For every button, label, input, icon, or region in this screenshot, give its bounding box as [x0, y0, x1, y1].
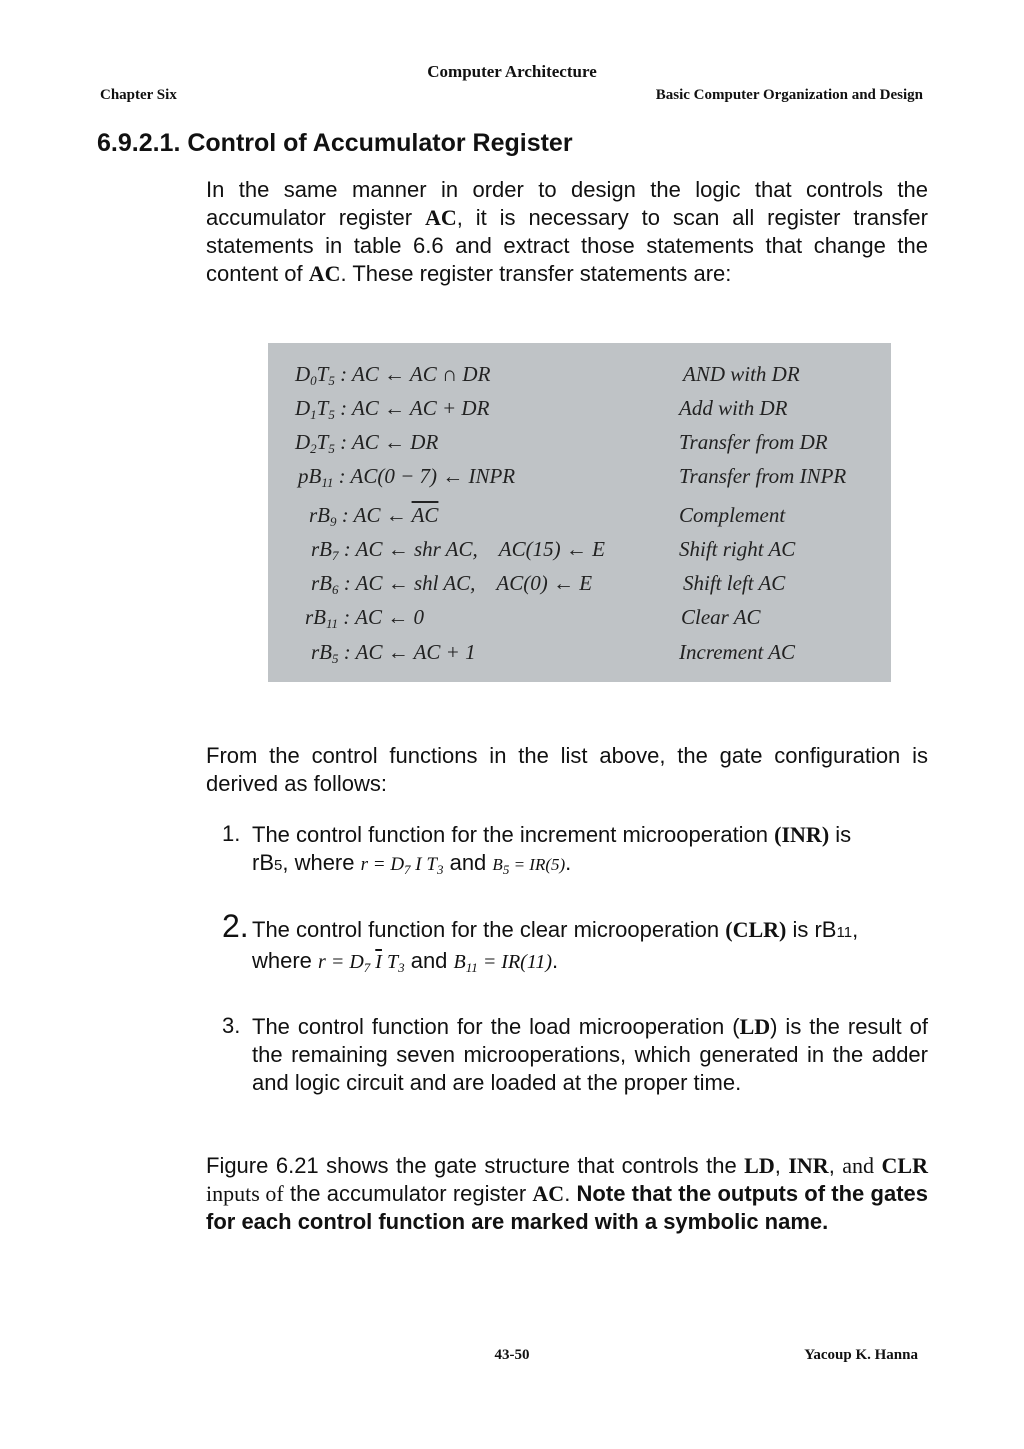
statement-expression: $rB_{11}$ : AC ← 0: [305, 605, 424, 631]
statement-expression: $rB_9$ : AC ← $\overline{AC}$: [309, 503, 439, 529]
section-heading: 6.9.2.1. Control of Accumulator Register: [97, 129, 573, 157]
statement-row: [268, 605, 891, 637]
statement-expression: $D_2T_5$ : AC ← DR: [295, 430, 439, 456]
statement-row: [268, 396, 891, 428]
statement-row: [268, 362, 891, 394]
statement-expression: $D_1T_5$ : AC ← AC + DR: [295, 396, 490, 422]
statement-description: Clear AC: [681, 605, 761, 629]
statement-expression: $rB_6$ : AC ← shl AC, AC(0) ← E: [311, 571, 593, 597]
intro-paragraph: In the same manner in order to design the logic that controls the accumulator register AC, it is necessary to scan all register transfer statements in table 6.6 and extract those statements that change the content of AC. These register transfer statements are:: [206, 177, 928, 286]
formula-r: $r = D_7$ I $T_3$: [360, 854, 444, 877]
statement-description: Increment AC: [679, 640, 796, 664]
statement-row: [268, 503, 891, 535]
derived-paragraph: From the control functions in the list above, the gate configuration is derived as follows:: [206, 743, 928, 796]
document-title: Computer Architecture: [427, 62, 597, 81]
list-item-clr: The control function for the clear microoperation (CLR) is rB11, where $r = D_7$ $\overline{I}$ $T_3$ and $B_{11} = IR(11)$.: [252, 917, 859, 975]
formula-r: $r = D_7$ $\overline{I}$ $T_3$: [318, 951, 405, 975]
chapter-label: Chapter Six: [100, 87, 177, 103]
register-transfer-statements: [268, 343, 891, 682]
statement-description: Transfer from INPR: [679, 464, 847, 488]
figure-note-paragraph: Figure 6.21 shows the gate structure that controls the LD, INR, and CLR inputs of the accumulator register AC. Note that the outputs of the gates for each control function are marked with a symbolic name.: [206, 1153, 928, 1234]
statement-description: Complement: [679, 503, 786, 527]
list-number: 3.: [222, 1013, 241, 1038]
author-name: Yacoup K. Hanna: [804, 1347, 918, 1363]
list-item-ld: The control function for the load microoperation (LD) is the result of the remaining seven microoperations, which generated in the adder and logic circuit and are loaded at the proper time.: [252, 1014, 928, 1095]
statement-row: [268, 640, 891, 672]
page-number: 43-50: [494, 1347, 530, 1363]
subject-label: Basic Computer Organization and Design: [655, 87, 923, 103]
formula-b11: $B_{11} = IR(11)$: [453, 951, 553, 975]
list-item-inr: The control function for the increment microoperation (INR) is rB5, where $r = D_7$ I $T_3$ and $B_5 = IR(5)$.: [252, 822, 852, 877]
statement-description: Transfer from DR: [679, 430, 828, 454]
statement-description: Shift left AC: [683, 571, 786, 595]
statement-row: [268, 537, 891, 569]
statement-description: Shift right AC: [679, 537, 796, 561]
formula-b5: $B_5 = IR(5)$: [492, 855, 566, 877]
statement-expression: $rB_5$ : AC ← AC + 1: [311, 640, 476, 666]
list-number: 1.: [222, 821, 241, 846]
statement-expression: $D_0T_5$ : AC ← AC ∩ DR: [295, 362, 491, 388]
statement-row: [268, 464, 891, 496]
list-number: 2.: [222, 908, 249, 944]
statement-expression: $pB_{11}$ : AC(0 − 7) ← INPR: [298, 464, 516, 490]
statement-expression: $rB_7$ : AC ← shr AC, AC(15) ← E: [311, 537, 605, 563]
statement-row: [268, 430, 891, 462]
statement-row: [268, 571, 891, 603]
statement-description: AND with DR: [683, 362, 800, 386]
statement-description: Add with DR: [679, 396, 788, 420]
